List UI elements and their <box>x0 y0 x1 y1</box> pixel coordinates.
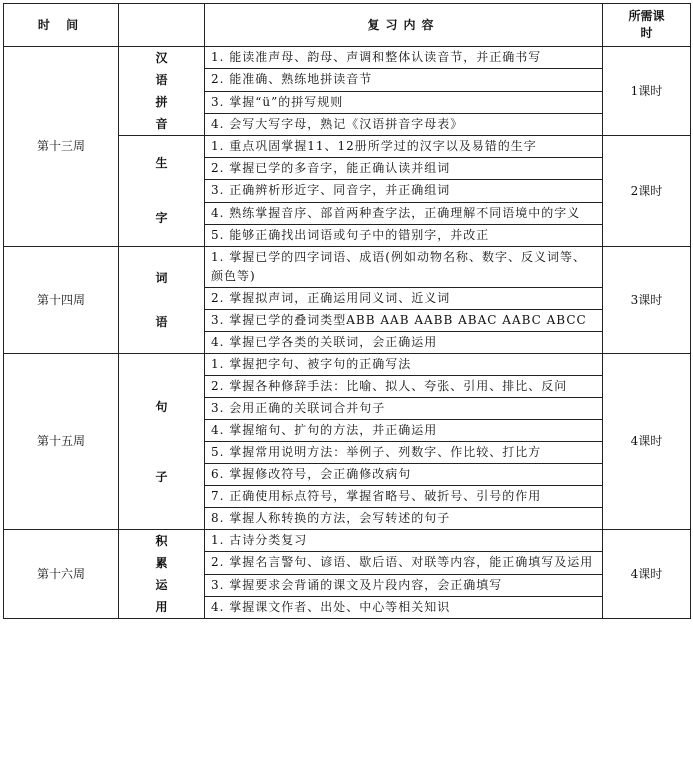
table-row <box>4 530 691 552</box>
header-week: 时 间 <box>4 4 119 47</box>
topic-cell <box>119 247 205 354</box>
hours-cell: 2课时 <box>603 136 691 247</box>
content-item: 4. 会写大写字母，熟记《汉语拼音字母表》 <box>205 113 603 135</box>
hours-cell: 4课时 <box>603 354 691 530</box>
content-item: 2. 掌握名言警句、谚语、歇后语、对联等内容，能正确填写及运用 <box>205 552 603 574</box>
table-row <box>4 247 691 288</box>
content-item: 1. 掌握把字句、被字句的正确写法 <box>205 354 603 376</box>
content-item: 5. 掌握常用说明方法：举例子、列数字、作比较、打比方 <box>205 442 603 464</box>
hours-cell: 3课时 <box>603 247 691 354</box>
week-cell: 第十五周 <box>4 354 119 530</box>
header-hours <box>603 4 691 47</box>
content-item: 4. 掌握已学各类的关联词，会正确运用 <box>205 332 603 354</box>
topic-cell <box>119 530 205 619</box>
content-item: 1. 古诗分类复习 <box>205 530 603 552</box>
content-item: 8. 掌握人称转换的方法，会写转述的句子 <box>205 508 603 530</box>
header-topic <box>119 4 205 47</box>
content-item: 2. 能准确、熟练地拼读音节 <box>205 69 603 91</box>
topic-cell <box>119 47 205 136</box>
review-schedule-table <box>3 3 691 619</box>
topic-label: 句子 <box>155 399 168 484</box>
content-item: 1. 重点巩固掌握11、12册所学过的汉字以及易错的生字 <box>205 136 603 158</box>
content-item: 7. 正确使用标点符号，掌握省略号、破折号、引号的作用 <box>205 486 603 508</box>
hours-cell: 4课时 <box>603 530 691 619</box>
content-item: 3. 掌握已学的叠词类型ABB AAB AABB ABAC AABC ABCC <box>205 310 603 332</box>
content-item: 2. 掌握已学的多音字，能正确认读并组词 <box>205 158 603 180</box>
content-item: 5. 能够正确找出词语或句子中的错别字，并改正 <box>205 224 603 246</box>
week-cell: 第十六周 <box>4 530 119 619</box>
topic-label: 积累运用 <box>155 534 168 614</box>
content-item: 4. 熟练掌握音序、部首两种查字法，正确理解不同语境中的字义 <box>205 202 603 224</box>
content-item: 3. 掌握要求会背诵的课文及片段内容，会正确填写 <box>205 574 603 596</box>
content-item: 1. 掌握已学的四字词语、成语(例如动物名称、数字、反义词等、颜色等) <box>205 247 603 288</box>
topic-cell <box>119 136 205 247</box>
content-item: 2. 掌握拟声词，正确运用同义词、近义词 <box>205 288 603 310</box>
topic-label: 生字 <box>155 156 168 225</box>
content-item: 4. 掌握缩句、扩句的方法，并正确运用 <box>205 420 603 442</box>
hours-cell: 1课时 <box>603 47 691 136</box>
header-row <box>4 4 691 47</box>
table-body <box>4 47 691 619</box>
header-hours-text: 所需课时 <box>628 9 665 40</box>
table-row <box>4 47 691 69</box>
content-item: 2. 掌握各种修辞手法：比喻、拟人、夸张、引用、排比、反问 <box>205 376 603 398</box>
content-item: 1. 能读准声母、韵母、声调和整体认读音节，并正确书写 <box>205 47 603 69</box>
table-row <box>4 354 691 376</box>
content-item: 3. 掌握“ü”的拼写规则 <box>205 91 603 113</box>
topic-label: 汉语拼音 <box>155 51 168 131</box>
week-cell: 第十四周 <box>4 247 119 354</box>
week-cell: 第十三周 <box>4 47 119 247</box>
content-item: 4. 掌握课文作者、出处、中心等相关知识 <box>205 596 603 618</box>
topic-cell <box>119 354 205 530</box>
content-item: 3. 正确辨析形近字、同音字，并正确组词 <box>205 180 603 202</box>
content-item: 3. 会用正确的关联词合并句子 <box>205 398 603 420</box>
content-item: 6. 掌握修改符号，会正确修改病句 <box>205 464 603 486</box>
topic-label: 词语 <box>155 271 168 329</box>
header-content: 复习内容 <box>205 4 603 47</box>
